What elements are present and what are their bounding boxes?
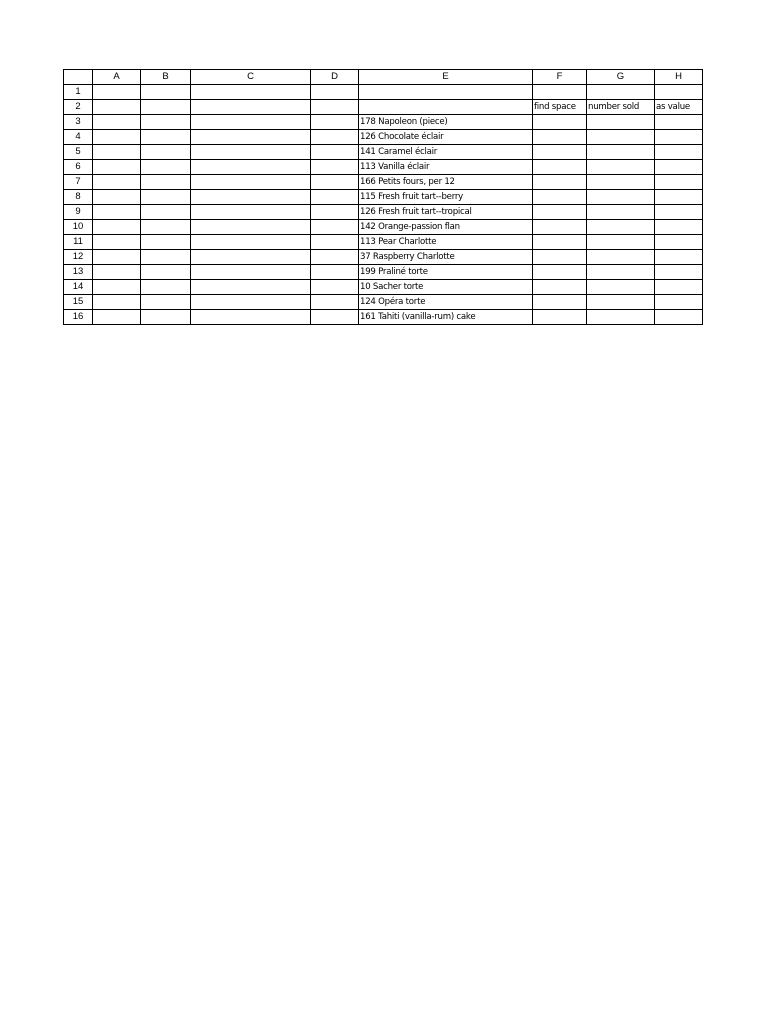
cell-h[interactable] — [655, 295, 703, 310]
row-header[interactable]: 5 — [64, 145, 93, 160]
cell-f[interactable] — [533, 310, 587, 325]
table-row — [64, 160, 703, 175]
cell-c[interactable] — [191, 265, 311, 280]
cell-c[interactable] — [191, 160, 311, 175]
cell-e[interactable]: 161 Tahiti (vanilla-rum) cake — [359, 310, 533, 325]
row-header[interactable]: 8 — [64, 190, 93, 205]
cell-d[interactable] — [311, 115, 359, 130]
row-header[interactable]: 11 — [64, 235, 93, 250]
cell-e[interactable]: 142 Orange-passion flan — [359, 220, 533, 235]
cell-c[interactable] — [191, 190, 311, 205]
cell-a[interactable] — [93, 250, 141, 265]
cell-e[interactable] — [359, 85, 533, 100]
cell-a[interactable] — [93, 175, 141, 190]
cell-b[interactable] — [141, 100, 191, 115]
cell-h[interactable] — [655, 160, 703, 175]
cell-h[interactable] — [655, 205, 703, 220]
cell-h[interactable] — [655, 85, 703, 100]
cell-b[interactable] — [141, 115, 191, 130]
cell-d[interactable] — [311, 175, 359, 190]
cell-e[interactable]: 113 Pear Charlotte — [359, 235, 533, 250]
row-header[interactable]: 15 — [64, 295, 93, 310]
cell-h[interactable] — [655, 130, 703, 145]
cell-f[interactable]: find space — [533, 100, 587, 115]
cell-d[interactable] — [311, 265, 359, 280]
cell-g[interactable] — [587, 85, 655, 100]
cell-b[interactable] — [141, 295, 191, 310]
table-row — [64, 85, 703, 100]
cell-e[interactable]: 166 Petits fours, per 12 — [359, 175, 533, 190]
cell-h[interactable] — [655, 175, 703, 190]
cell-d[interactable] — [311, 130, 359, 145]
cell-g[interactable] — [587, 295, 655, 310]
cell-e[interactable] — [359, 100, 533, 115]
column-header-d[interactable]: D — [311, 70, 359, 85]
cell-b[interactable] — [141, 160, 191, 175]
column-header-e[interactable]: E — [359, 70, 533, 85]
row-header[interactable]: 10 — [64, 220, 93, 235]
cell-f[interactable] — [533, 205, 587, 220]
cell-g[interactable] — [587, 220, 655, 235]
cell-h[interactable] — [655, 220, 703, 235]
cell-e[interactable]: 113 Vanilla éclair — [359, 160, 533, 175]
row-header[interactable]: 4 — [64, 130, 93, 145]
cell-a[interactable] — [93, 310, 141, 325]
cell-e[interactable]: 199 Praliné torte — [359, 265, 533, 280]
cell-g[interactable] — [587, 190, 655, 205]
row-header[interactable]: 13 — [64, 265, 93, 280]
corner-cell[interactable] — [64, 70, 93, 85]
table-row — [64, 220, 703, 235]
cell-d[interactable] — [311, 310, 359, 325]
cell-h[interactable] — [655, 235, 703, 250]
cell-d[interactable] — [311, 220, 359, 235]
cell-e[interactable]: 115 Fresh fruit tart--berry — [359, 190, 533, 205]
table-row — [64, 130, 703, 145]
column-header-g[interactable]: G — [587, 70, 655, 85]
column-header-b[interactable]: B — [141, 70, 191, 85]
cell-g[interactable] — [587, 145, 655, 160]
spreadsheet-body — [64, 70, 703, 325]
cell-b[interactable] — [141, 220, 191, 235]
cell-g[interactable] — [587, 130, 655, 145]
cell-b[interactable] — [141, 235, 191, 250]
row-header[interactable]: 16 — [64, 310, 93, 325]
cell-a[interactable] — [93, 280, 141, 295]
table-row — [64, 145, 703, 160]
cell-c[interactable] — [191, 130, 311, 145]
table-row — [64, 235, 703, 250]
cell-g[interactable] — [587, 250, 655, 265]
cell-g[interactable] — [587, 115, 655, 130]
table-row — [64, 190, 703, 205]
cell-c[interactable] — [191, 100, 311, 115]
cell-b[interactable] — [141, 310, 191, 325]
cell-f[interactable] — [533, 250, 587, 265]
cell-d[interactable] — [311, 235, 359, 250]
cell-d[interactable] — [311, 295, 359, 310]
table-row — [64, 310, 703, 325]
cell-g[interactable] — [587, 310, 655, 325]
cell-b[interactable] — [141, 130, 191, 145]
cell-f[interactable] — [533, 220, 587, 235]
cell-b[interactable] — [141, 250, 191, 265]
cell-d[interactable] — [311, 280, 359, 295]
cell-a[interactable] — [93, 295, 141, 310]
cell-g[interactable] — [587, 280, 655, 295]
cell-h[interactable]: as value — [655, 100, 703, 115]
table-row — [64, 250, 703, 265]
cell-d[interactable] — [311, 145, 359, 160]
cell-e[interactable]: 141 Caramel éclair — [359, 145, 533, 160]
cell-c[interactable] — [191, 85, 311, 100]
cell-b[interactable] — [141, 265, 191, 280]
cell-f[interactable] — [533, 295, 587, 310]
column-header-f[interactable]: F — [533, 70, 587, 85]
cell-f[interactable] — [533, 130, 587, 145]
cell-g[interactable] — [587, 235, 655, 250]
cell-c[interactable] — [191, 115, 311, 130]
cell-h[interactable] — [655, 310, 703, 325]
cell-a[interactable] — [93, 130, 141, 145]
cell-c[interactable] — [191, 175, 311, 190]
table-row — [64, 100, 703, 115]
cell-c[interactable] — [191, 280, 311, 295]
cell-d[interactable] — [311, 100, 359, 115]
row-header[interactable]: 14 — [64, 280, 93, 295]
cell-b[interactable] — [141, 190, 191, 205]
cell-e[interactable]: 124 Opéra torte — [359, 295, 533, 310]
cell-h[interactable] — [655, 115, 703, 130]
cell-g[interactable] — [587, 205, 655, 220]
cell-h[interactable] — [655, 265, 703, 280]
cell-d[interactable] — [311, 85, 359, 100]
cell-h[interactable] — [655, 145, 703, 160]
cell-a[interactable] — [93, 100, 141, 115]
cell-f[interactable] — [533, 190, 587, 205]
cell-a[interactable] — [93, 205, 141, 220]
cell-e[interactable]: 126 Chocolate éclair — [359, 130, 533, 145]
cell-d[interactable] — [311, 250, 359, 265]
table-row — [64, 205, 703, 220]
cell-b[interactable] — [141, 205, 191, 220]
row-header[interactable]: 3 — [64, 115, 93, 130]
cell-d[interactable] — [311, 205, 359, 220]
table-row — [64, 280, 703, 295]
table-row — [64, 115, 703, 130]
row-header[interactable]: 7 — [64, 175, 93, 190]
cell-h[interactable] — [655, 190, 703, 205]
cell-f[interactable] — [533, 265, 587, 280]
cell-g[interactable]: number sold — [587, 100, 655, 115]
cell-c[interactable] — [191, 295, 311, 310]
table-row — [64, 175, 703, 190]
cell-b[interactable] — [141, 85, 191, 100]
table-row — [64, 295, 703, 310]
cell-c[interactable] — [191, 310, 311, 325]
cell-f[interactable] — [533, 160, 587, 175]
row-header[interactable]: 9 — [64, 205, 93, 220]
cell-g[interactable] — [587, 160, 655, 175]
cell-h[interactable] — [655, 250, 703, 265]
cell-d[interactable] — [311, 190, 359, 205]
cell-g[interactable] — [587, 265, 655, 280]
column-header-a[interactable]: A — [93, 70, 141, 85]
cell-b[interactable] — [141, 280, 191, 295]
cell-f[interactable] — [533, 175, 587, 190]
cell-a[interactable] — [93, 190, 141, 205]
cell-h[interactable] — [655, 280, 703, 295]
cell-a[interactable] — [93, 85, 141, 100]
table-row — [64, 265, 703, 280]
cell-f[interactable] — [533, 145, 587, 160]
cell-b[interactable] — [141, 175, 191, 190]
cell-a[interactable] — [93, 115, 141, 130]
cell-f[interactable] — [533, 115, 587, 130]
cell-c[interactable] — [191, 250, 311, 265]
row-header[interactable]: 2 — [64, 100, 93, 115]
cell-a[interactable] — [93, 265, 141, 280]
cell-f[interactable] — [533, 235, 587, 250]
cell-b[interactable] — [141, 145, 191, 160]
column-header-h[interactable]: H — [655, 70, 703, 85]
cell-a[interactable] — [93, 220, 141, 235]
cell-f[interactable] — [533, 280, 587, 295]
cell-d[interactable] — [311, 160, 359, 175]
cell-e[interactable]: 37 Raspberry Charlotte — [359, 250, 533, 265]
cell-a[interactable] — [93, 235, 141, 250]
cell-c[interactable] — [191, 145, 311, 160]
row-header[interactable]: 6 — [64, 160, 93, 175]
row-header[interactable]: 12 — [64, 250, 93, 265]
column-header-row — [64, 70, 703, 85]
cell-e[interactable]: 126 Fresh fruit tart--tropical — [359, 205, 533, 220]
cell-e[interactable]: 10 Sacher torte — [359, 280, 533, 295]
cell-a[interactable] — [93, 145, 141, 160]
cell-a[interactable] — [93, 160, 141, 175]
column-header-c[interactable]: C — [191, 70, 311, 85]
row-header[interactable]: 1 — [64, 85, 93, 100]
cell-g[interactable] — [587, 175, 655, 190]
cell-c[interactable] — [191, 235, 311, 250]
cell-c[interactable] — [191, 205, 311, 220]
spreadsheet-table — [63, 69, 703, 325]
cell-c[interactable] — [191, 220, 311, 235]
cell-f[interactable] — [533, 85, 587, 100]
cell-e[interactable]: 178 Napoleon (piece) — [359, 115, 533, 130]
